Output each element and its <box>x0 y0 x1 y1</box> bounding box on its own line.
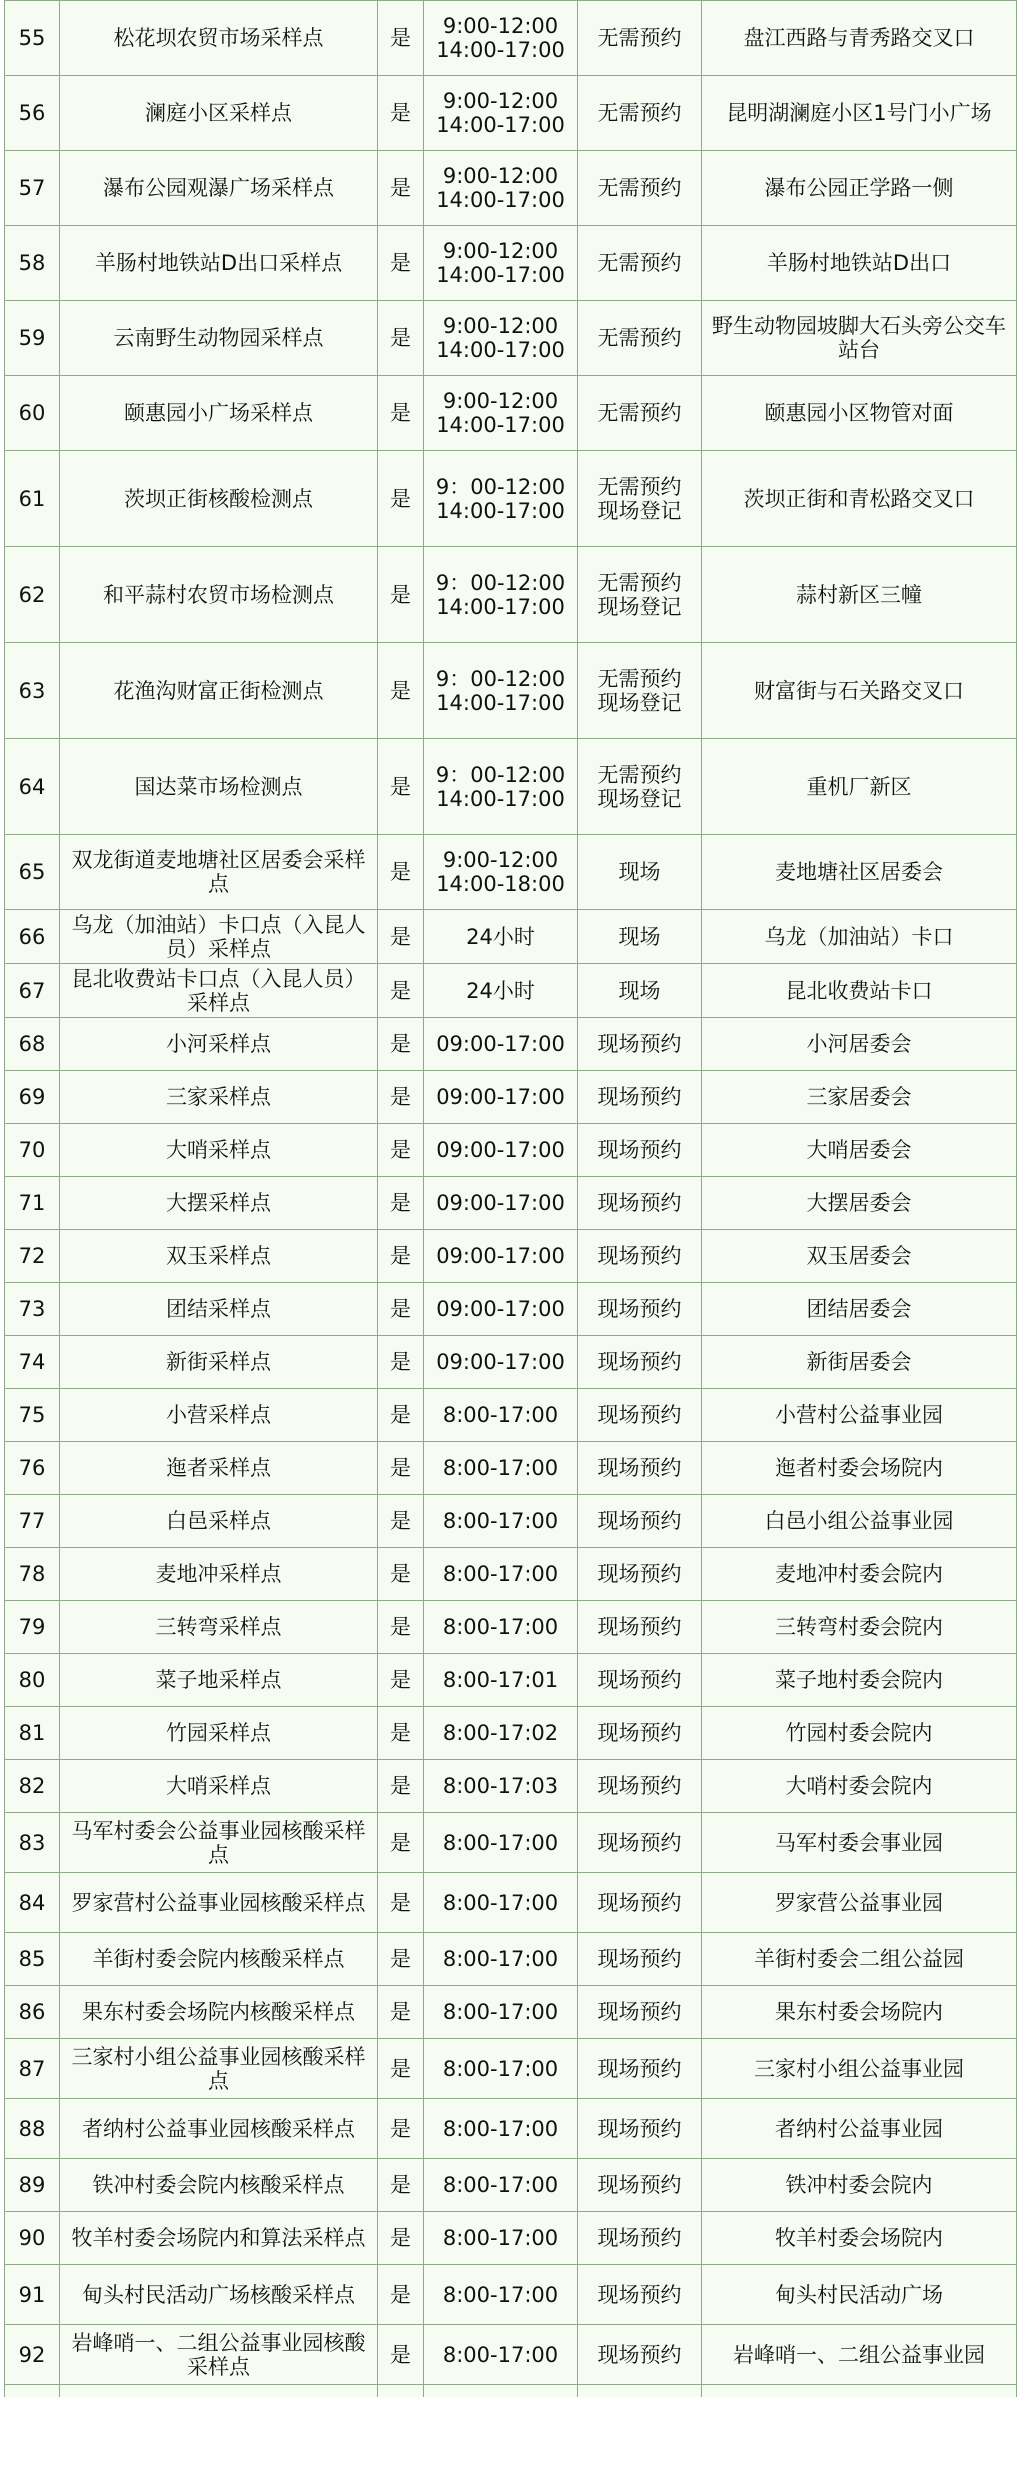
free-flag: 是 <box>378 151 424 226</box>
row-number: 73 <box>5 1283 60 1336</box>
row-number: 61 <box>5 451 60 547</box>
site-name: 三家采样点 <box>60 1071 378 1124</box>
table-row <box>5 1813 1017 1873</box>
table-row <box>5 376 1017 451</box>
free-flag: 是 <box>378 1495 424 1548</box>
row-number: 58 <box>5 226 60 301</box>
booking-method: 现场预约 <box>578 1018 702 1071</box>
table-row <box>5 2159 1017 2212</box>
free-flag: 是 <box>378 1986 424 2039</box>
partial-cell <box>578 2385 702 2397</box>
booking-method: 现场预约 <box>578 1495 702 1548</box>
booking-method: 现场 <box>578 910 702 964</box>
service-hours: 8:00-17:00 <box>424 2212 578 2265</box>
booking-method: 无需预约 现场登记 <box>578 547 702 643</box>
booking-method: 无需预约 <box>578 301 702 376</box>
site-name: 云南野生动物园采样点 <box>60 301 378 376</box>
service-hours: 9:00-12:00 14:00-17:00 <box>424 76 578 151</box>
site-address: 竹园村委会院内 <box>702 1707 1017 1760</box>
service-hours: 09:00-17:00 <box>424 1230 578 1283</box>
site-name: 牧羊村委会场院内和算法采样点 <box>60 2212 378 2265</box>
site-address: 迤者村委会场院内 <box>702 1442 1017 1495</box>
free-flag: 是 <box>378 2212 424 2265</box>
site-name: 小河采样点 <box>60 1018 378 1071</box>
site-name: 白邑采样点 <box>60 1495 378 1548</box>
free-flag: 是 <box>378 643 424 739</box>
free-flag: 是 <box>378 301 424 376</box>
table-row <box>5 739 1017 835</box>
booking-method: 现场预约 <box>578 1071 702 1124</box>
row-number: 59 <box>5 301 60 376</box>
booking-method: 现场预约 <box>578 1442 702 1495</box>
site-address: 新街居委会 <box>702 1336 1017 1389</box>
table-row <box>5 2212 1017 2265</box>
table-row <box>5 643 1017 739</box>
site-address: 昆明湖澜庭小区1号门小广场 <box>702 76 1017 151</box>
table-row <box>5 1707 1017 1760</box>
site-name: 菜子地采样点 <box>60 1654 378 1707</box>
site-name: 三家村小组公益事业园核酸采样点 <box>60 2039 378 2099</box>
row-number: 69 <box>5 1071 60 1124</box>
booking-method: 现场预约 <box>578 1177 702 1230</box>
booking-method: 现场预约 <box>578 2159 702 2212</box>
site-address: 菜子地村委会院内 <box>702 1654 1017 1707</box>
booking-method: 现场预约 <box>578 1707 702 1760</box>
site-address: 岩峰哨一、二组公益事业园 <box>702 2325 1017 2385</box>
booking-method: 无需预约 <box>578 1 702 76</box>
free-flag: 是 <box>378 2159 424 2212</box>
row-number: 66 <box>5 910 60 964</box>
row-number: 57 <box>5 151 60 226</box>
booking-method: 现场预约 <box>578 1813 702 1873</box>
free-flag: 是 <box>378 451 424 547</box>
row-number: 74 <box>5 1336 60 1389</box>
partial-cell <box>5 2385 60 2397</box>
service-hours: 8:00-17:00 <box>424 1442 578 1495</box>
site-address: 蒜村新区三幢 <box>702 547 1017 643</box>
free-flag: 是 <box>378 2099 424 2159</box>
service-hours: 9:00-12:00 14:00-17:00 <box>424 301 578 376</box>
free-flag: 是 <box>378 1813 424 1873</box>
site-name: 罗家营村公益事业园核酸采样点 <box>60 1873 378 1933</box>
table-row <box>5 547 1017 643</box>
service-hours: 8:00-17:00 <box>424 1495 578 1548</box>
free-flag: 是 <box>378 964 424 1018</box>
row-number: 86 <box>5 1986 60 2039</box>
service-hours: 09:00-17:00 <box>424 1177 578 1230</box>
service-hours: 8:00-17:00 <box>424 2039 578 2099</box>
site-address: 三转弯村委会院内 <box>702 1601 1017 1654</box>
site-name: 铁冲村委会院内核酸采样点 <box>60 2159 378 2212</box>
table-row <box>5 1018 1017 1071</box>
site-name: 果东村委会场院内核酸采样点 <box>60 1986 378 2039</box>
site-address: 重机厂新区 <box>702 739 1017 835</box>
site-name: 澜庭小区采样点 <box>60 76 378 151</box>
free-flag: 是 <box>378 835 424 910</box>
table-row <box>5 2099 1017 2159</box>
free-flag: 是 <box>378 2039 424 2099</box>
row-number: 72 <box>5 1230 60 1283</box>
site-address: 果东村委会场院内 <box>702 1986 1017 2039</box>
table-row <box>5 1495 1017 1548</box>
site-address: 麦地塘社区居委会 <box>702 835 1017 910</box>
site-address: 铁冲村委会院内 <box>702 2159 1017 2212</box>
table-row <box>5 1283 1017 1336</box>
table-row <box>5 2265 1017 2325</box>
free-flag: 是 <box>378 2265 424 2325</box>
row-number: 65 <box>5 835 60 910</box>
table-row <box>5 226 1017 301</box>
booking-method: 无需预约 <box>578 76 702 151</box>
row-number: 78 <box>5 1548 60 1601</box>
row-number: 55 <box>5 1 60 76</box>
free-flag: 是 <box>378 910 424 964</box>
site-address: 小河居委会 <box>702 1018 1017 1071</box>
site-address: 三家居委会 <box>702 1071 1017 1124</box>
table-row <box>5 1 1017 76</box>
site-address: 羊肠村地铁站D出口 <box>702 226 1017 301</box>
site-address: 乌龙（加油站）卡口 <box>702 910 1017 964</box>
site-name: 和平蒜村农贸市场检测点 <box>60 547 378 643</box>
service-hours: 8:00-17:00 <box>424 1986 578 2039</box>
service-hours: 8:00-17:01 <box>424 1654 578 1707</box>
row-number: 85 <box>5 1933 60 1986</box>
row-number: 77 <box>5 1495 60 1548</box>
table-row <box>5 1654 1017 1707</box>
service-hours: 09:00-17:00 <box>424 1071 578 1124</box>
booking-method: 无需预约 <box>578 376 702 451</box>
table-row <box>5 1389 1017 1442</box>
site-address: 马军村委会事业园 <box>702 1813 1017 1873</box>
service-hours: 9:00-12:00 14:00-18:00 <box>424 835 578 910</box>
free-flag: 是 <box>378 76 424 151</box>
free-flag: 是 <box>378 1601 424 1654</box>
row-number: 75 <box>5 1389 60 1442</box>
site-name: 三转弯采样点 <box>60 1601 378 1654</box>
service-hours: 9：00-12:00 14:00-17:00 <box>424 643 578 739</box>
service-hours: 8:00-17:03 <box>424 1760 578 1813</box>
row-number: 91 <box>5 2265 60 2325</box>
site-address: 盘江西路与青秀路交叉口 <box>702 1 1017 76</box>
booking-method: 现场预约 <box>578 1336 702 1389</box>
partial-cell <box>60 2385 378 2397</box>
site-name: 大哨采样点 <box>60 1124 378 1177</box>
site-address: 罗家营公益事业园 <box>702 1873 1017 1933</box>
site-name: 国达菜市场检测点 <box>60 739 378 835</box>
site-address: 颐惠园小区物管对面 <box>702 376 1017 451</box>
site-address: 麦地冲村委会院内 <box>702 1548 1017 1601</box>
site-name: 迤者采样点 <box>60 1442 378 1495</box>
table-row <box>5 2039 1017 2099</box>
free-flag: 是 <box>378 1442 424 1495</box>
table-body <box>5 1 1017 2397</box>
table-row <box>5 151 1017 226</box>
site-name: 竹园采样点 <box>60 1707 378 1760</box>
site-name: 昆北收费站卡口点（入昆人员）采样点 <box>60 964 378 1018</box>
free-flag: 是 <box>378 1018 424 1071</box>
booking-method: 现场预约 <box>578 1230 702 1283</box>
table-row <box>5 1548 1017 1601</box>
site-name: 羊肠村地铁站D出口采样点 <box>60 226 378 301</box>
service-hours: 09:00-17:00 <box>424 1018 578 1071</box>
site-name: 新街采样点 <box>60 1336 378 1389</box>
table-row <box>5 964 1017 1018</box>
service-hours: 8:00-17:02 <box>424 1707 578 1760</box>
free-flag: 是 <box>378 1654 424 1707</box>
row-number: 83 <box>5 1813 60 1873</box>
booking-method: 无需预约 现场登记 <box>578 739 702 835</box>
site-address: 财富街与石关路交叉口 <box>702 643 1017 739</box>
row-number: 60 <box>5 376 60 451</box>
table-row <box>5 1933 1017 1986</box>
table-row <box>5 1873 1017 1933</box>
booking-method: 无需预约 现场登记 <box>578 451 702 547</box>
site-name: 团结采样点 <box>60 1283 378 1336</box>
site-name: 麦地冲采样点 <box>60 1548 378 1601</box>
service-hours: 8:00-17:00 <box>424 2099 578 2159</box>
free-flag: 是 <box>378 1124 424 1177</box>
booking-method: 现场预约 <box>578 1283 702 1336</box>
table-row <box>5 1336 1017 1389</box>
site-name: 岩峰哨一、二组公益事业园核酸采样点 <box>60 2325 378 2385</box>
booking-method: 现场预约 <box>578 2325 702 2385</box>
booking-method: 现场 <box>578 964 702 1018</box>
row-number: 62 <box>5 547 60 643</box>
service-hours: 8:00-17:00 <box>424 1548 578 1601</box>
site-name: 花渔沟财富正街检测点 <box>60 643 378 739</box>
site-address: 牧羊村委会场院内 <box>702 2212 1017 2265</box>
free-flag: 是 <box>378 1283 424 1336</box>
site-name: 大摆采样点 <box>60 1177 378 1230</box>
free-flag: 是 <box>378 547 424 643</box>
service-hours: 8:00-17:00 <box>424 2265 578 2325</box>
free-flag: 是 <box>378 1933 424 1986</box>
site-address: 三家村小组公益事业园 <box>702 2039 1017 2099</box>
site-name: 茨坝正街核酸检测点 <box>60 451 378 547</box>
site-address: 野生动物园坡脚大石头旁公交车站台 <box>702 301 1017 376</box>
booking-method: 无需预约 <box>578 151 702 226</box>
row-number: 90 <box>5 2212 60 2265</box>
service-hours: 8:00-17:00 <box>424 1389 578 1442</box>
booking-method: 现场预约 <box>578 1601 702 1654</box>
table-row <box>5 76 1017 151</box>
row-number: 87 <box>5 2039 60 2099</box>
table-row <box>5 451 1017 547</box>
table-row <box>5 2325 1017 2385</box>
free-flag: 是 <box>378 226 424 301</box>
free-flag: 是 <box>378 1 424 76</box>
site-address: 小营村公益事业园 <box>702 1389 1017 1442</box>
row-number: 71 <box>5 1177 60 1230</box>
service-hours: 09:00-17:00 <box>424 1283 578 1336</box>
table-row <box>5 1230 1017 1283</box>
booking-method: 现场预约 <box>578 1654 702 1707</box>
booking-method: 现场预约 <box>578 1389 702 1442</box>
table-row-partial <box>5 2385 1017 2397</box>
booking-method: 现场预约 <box>578 2265 702 2325</box>
booking-method: 现场 <box>578 835 702 910</box>
row-number: 82 <box>5 1760 60 1813</box>
site-address: 团结居委会 <box>702 1283 1017 1336</box>
row-number: 79 <box>5 1601 60 1654</box>
service-hours: 8:00-17:00 <box>424 1873 578 1933</box>
site-name: 小营采样点 <box>60 1389 378 1442</box>
free-flag: 是 <box>378 1336 424 1389</box>
service-hours: 9:00-12:00 14:00-17:00 <box>424 151 578 226</box>
table-row <box>5 301 1017 376</box>
site-name: 双龙街道麦地塘社区居委会采样点 <box>60 835 378 910</box>
table-row <box>5 835 1017 910</box>
site-name: 甸头村民活动广场核酸采样点 <box>60 2265 378 2325</box>
service-hours: 9:00-12:00 14:00-17:00 <box>424 376 578 451</box>
site-name: 者纳村公益事业园核酸采样点 <box>60 2099 378 2159</box>
booking-method: 无需预约 现场登记 <box>578 643 702 739</box>
booking-method: 现场预约 <box>578 1124 702 1177</box>
service-hours: 09:00-17:00 <box>424 1124 578 1177</box>
table-row <box>5 1442 1017 1495</box>
site-name: 乌龙（加油站）卡口点（入昆人员）采样点 <box>60 910 378 964</box>
free-flag: 是 <box>378 739 424 835</box>
free-flag: 是 <box>378 1873 424 1933</box>
free-flag: 是 <box>378 1548 424 1601</box>
table-row <box>5 1601 1017 1654</box>
service-hours: 9：00-12:00 14:00-17:00 <box>424 451 578 547</box>
service-hours: 9：00-12:00 14:00-17:00 <box>424 547 578 643</box>
free-flag: 是 <box>378 376 424 451</box>
free-flag: 是 <box>378 1389 424 1442</box>
service-hours: 09:00-17:00 <box>424 1336 578 1389</box>
sampling-sites-table <box>4 0 1017 2397</box>
service-hours: 8:00-17:00 <box>424 1601 578 1654</box>
service-hours: 8:00-17:00 <box>424 1813 578 1873</box>
service-hours: 9：00-12:00 14:00-17:00 <box>424 739 578 835</box>
service-hours: 24小时 <box>424 910 578 964</box>
row-number: 89 <box>5 2159 60 2212</box>
site-name: 瀑布公园观瀑广场采样点 <box>60 151 378 226</box>
row-number: 76 <box>5 1442 60 1495</box>
table-row <box>5 1986 1017 2039</box>
row-number: 84 <box>5 1873 60 1933</box>
free-flag: 是 <box>378 1071 424 1124</box>
site-name: 颐惠园小广场采样点 <box>60 376 378 451</box>
site-address: 瀑布公园正学路一侧 <box>702 151 1017 226</box>
service-hours: 24小时 <box>424 964 578 1018</box>
site-address: 大摆居委会 <box>702 1177 1017 1230</box>
service-hours: 9:00-12:00 14:00-17:00 <box>424 226 578 301</box>
service-hours: 9:00-12:00 14:00-17:00 <box>424 1 578 76</box>
table-row <box>5 1124 1017 1177</box>
service-hours: 8:00-17:00 <box>424 2159 578 2212</box>
site-address: 大哨居委会 <box>702 1124 1017 1177</box>
row-number: 64 <box>5 739 60 835</box>
site-name: 大哨采样点 <box>60 1760 378 1813</box>
site-name: 马军村委会公益事业园核酸采样点 <box>60 1813 378 1873</box>
row-number: 56 <box>5 76 60 151</box>
table-row <box>5 1177 1017 1230</box>
partial-cell <box>702 2385 1017 2397</box>
row-number: 67 <box>5 964 60 1018</box>
booking-method: 现场预约 <box>578 2099 702 2159</box>
booking-method: 现场预约 <box>578 1986 702 2039</box>
site-address: 茨坝正街和青松路交叉口 <box>702 451 1017 547</box>
booking-method: 现场预约 <box>578 2212 702 2265</box>
service-hours: 8:00-17:00 <box>424 2325 578 2385</box>
free-flag: 是 <box>378 1177 424 1230</box>
row-number: 68 <box>5 1018 60 1071</box>
site-name: 松花坝农贸市场采样点 <box>60 1 378 76</box>
site-name: 双玉采样点 <box>60 1230 378 1283</box>
table-row <box>5 1071 1017 1124</box>
booking-method: 现场预约 <box>578 2039 702 2099</box>
booking-method: 现场预约 <box>578 1548 702 1601</box>
row-number: 81 <box>5 1707 60 1760</box>
table-row <box>5 1760 1017 1813</box>
booking-method: 现场预约 <box>578 1760 702 1813</box>
table-row <box>5 910 1017 964</box>
site-name: 羊街村委会院内核酸采样点 <box>60 1933 378 1986</box>
row-number: 70 <box>5 1124 60 1177</box>
row-number: 88 <box>5 2099 60 2159</box>
row-number: 92 <box>5 2325 60 2385</box>
site-address: 者纳村公益事业园 <box>702 2099 1017 2159</box>
service-hours: 8:00-17:00 <box>424 1933 578 1986</box>
partial-cell <box>424 2385 578 2397</box>
booking-method: 现场预约 <box>578 1933 702 1986</box>
free-flag: 是 <box>378 2325 424 2385</box>
site-address: 昆北收费站卡口 <box>702 964 1017 1018</box>
free-flag: 是 <box>378 1707 424 1760</box>
booking-method: 无需预约 <box>578 226 702 301</box>
site-address: 大哨村委会院内 <box>702 1760 1017 1813</box>
free-flag: 是 <box>378 1760 424 1813</box>
row-number: 80 <box>5 1654 60 1707</box>
site-address: 甸头村民活动广场 <box>702 2265 1017 2325</box>
site-address: 白邑小组公益事业园 <box>702 1495 1017 1548</box>
booking-method: 现场预约 <box>578 1873 702 1933</box>
site-address: 双玉居委会 <box>702 1230 1017 1283</box>
row-number: 63 <box>5 643 60 739</box>
site-address: 羊街村委会二组公益园 <box>702 1933 1017 1986</box>
free-flag: 是 <box>378 1230 424 1283</box>
partial-cell <box>378 2385 424 2397</box>
